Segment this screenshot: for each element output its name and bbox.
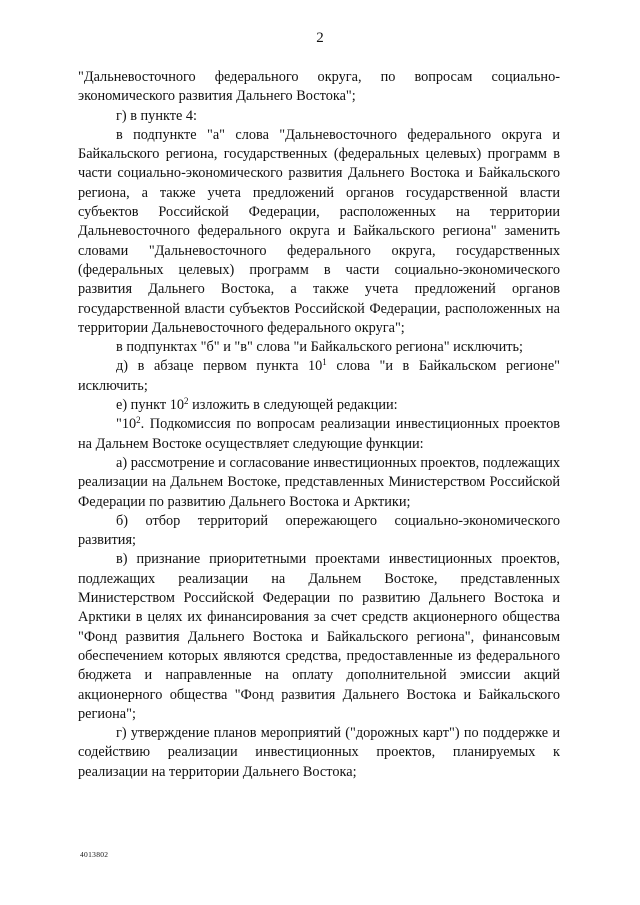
paragraph-text: "10 xyxy=(116,416,137,433)
paragraph-text: изложить в следующей редакции: xyxy=(188,397,398,414)
paragraph: "Дальневосточного федерального округа, по вопросам социально-экономического развития Дальнего Востока"; xyxy=(78,69,560,105)
paragraph xyxy=(78,396,560,415)
paragraph: г) утверждение планов мероприятий ("дорожных карт") по поддержке и содействию реализации инвестиционных проектов, планируемых к реализации на территории Дальнего Востока; xyxy=(78,725,560,780)
document-code: 4013802 xyxy=(80,850,109,859)
superscript: 2 xyxy=(184,396,189,407)
superscript: 2 xyxy=(136,415,141,426)
superscript: 1 xyxy=(322,357,327,368)
paragraph-text: слова "и в Байкальском регионе" исключить; xyxy=(78,358,561,394)
paragraph: в подпунктах "б" и "в" слова "и Байкальского региона" исключить; xyxy=(116,339,523,356)
paragraph xyxy=(78,357,560,396)
paragraph-text: д) в абзаце первом пункта 10 xyxy=(116,358,323,375)
paragraph xyxy=(78,415,560,454)
paragraph: в) признание приоритетными проектами инвестиционных проектов, подлежащих реализации на Дальнем Востоке, представленных Министерством Российской Федерации по развитию Дальнего Востока и Арктики в целях их финансирования за счет средств акционерного общества "Фонд развития Дальнего Востока и Байкальского региона", финансовым обеспечением которых являются средства, предоставленные из федерального бюджета и направленные на оплату дополнительной эмиссии акций акционерного общества "Фонд развития Дальнего Востока и Байкальского региона"; xyxy=(78,551,560,722)
paragraph: а) рассмотрение и согласование инвестиционных проектов, подлежащих реализации на Дальнем Востоке, представленных Министерством Российской Федерации по развитию Дальнего Востока и Арктики; xyxy=(78,454,560,510)
paragraph-text: . Подкомиссия по вопросам реализации инвестиционных проектов на Дальнем Востоке осуществляет следующие функции: xyxy=(78,416,560,452)
document-body xyxy=(78,68,560,782)
paragraph: в подпункте "а" слова "Дальневосточного федерального округа и Байкальского региона, государственных (федеральных целевых) программ в части социально-экономического развития Дальнего Востока и Байкальского региона, а также учета предложений органов государственной власти субъектов Российской Федерации, расположенных на территории Дальневосточного федерального округа и Байкальского региона" заменить словами "Дальневосточного федерального округа, государственных (федеральных целевых) программ в части социально-экономического развития Дальнего Востока, а также учета предложений органов государственной власти субъектов Российской Федерации, расположенных на территории Дальневосточного федерального округа"; xyxy=(78,126,560,336)
paragraph-text: е) пункт 10 xyxy=(116,397,185,414)
page-number: 2 xyxy=(316,30,324,46)
paragraph: б) отбор территорий опережающего социально-экономического развития; xyxy=(78,512,560,549)
paragraph: г) в пункте 4: xyxy=(116,107,198,124)
